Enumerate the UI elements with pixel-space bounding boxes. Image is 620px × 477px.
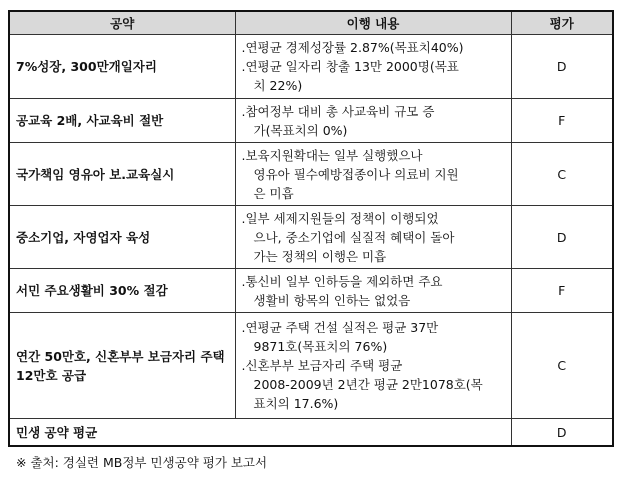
table-row [9, 269, 613, 313]
table-row [9, 313, 613, 419]
table-row [9, 143, 613, 206]
grade-cell: F [511, 269, 613, 313]
pledge-cell: 연간 50만호, 신혼부부 보금자리 주택 12만호 공급 [9, 313, 235, 419]
content-line: 표치의 17.6%) [253, 396, 339, 411]
grade-cell: D [511, 206, 613, 269]
grade-cell: C [511, 313, 613, 419]
content-line: 가(목표치의 0%) [253, 122, 348, 138]
content-line: .연평균 일자리 창출 13만 2000명(목표 [241, 59, 459, 74]
table-row [9, 99, 613, 143]
table-header-row [9, 11, 613, 35]
content-cell [235, 269, 511, 313]
header-content: 이행 내용 [235, 11, 511, 35]
summary-grade: D [511, 419, 613, 447]
grade-cell: D [511, 35, 613, 99]
content-line: 영유아 필수예방접종이나 의료비 지원 [253, 166, 459, 182]
content-cell [235, 143, 511, 206]
header-grade: 평가 [511, 11, 613, 35]
content-cell [235, 206, 511, 269]
content-cell [235, 99, 511, 143]
content-line: 은 미흡 [253, 185, 294, 201]
content-cell [235, 35, 511, 99]
pledge-cell: 서민 주요생활비 30% 절감 [9, 269, 235, 313]
summary-row [9, 419, 613, 447]
content-line: 으나, 중소기업에 실질적 혜택이 돌아 [253, 229, 455, 245]
pledge-cell: 7%성장, 300만개일자리 [9, 35, 235, 99]
evaluation-table-wrapper [8, 10, 612, 447]
content-line: .일부 세제지원들의 정책이 이행되었 [241, 210, 439, 226]
content-cell [235, 313, 511, 419]
pledge-cell: 중소기업, 자영업자 육성 [9, 206, 235, 269]
pledge-cell: 공교육 2배, 사교육비 절반 [9, 99, 235, 143]
content-line: 9871호(목표치의 76%) [253, 339, 388, 354]
content-line: .연평균 주택 건설 실적은 평균 37만 [241, 320, 439, 335]
content-line: .통신비 일부 인하등을 제외하면 주요 [241, 273, 443, 289]
content-line: .신혼부부 보금자리 주택 평균 [241, 358, 403, 373]
content-line: .연평균 경제성장률 2.87%(목표치40%) [241, 40, 464, 55]
content-line: 치 22%) [253, 78, 303, 93]
summary-label: 민생 공약 평균 [9, 419, 511, 447]
header-pledge: 공약 [9, 11, 235, 35]
source-note: ※ 출처: 경실련 MB정부 민생공약 평가 보고서 [16, 455, 268, 470]
table-row [9, 206, 613, 269]
pledge-evaluation-table [8, 10, 614, 447]
content-line: .참여정부 대비 총 사교육비 규모 증 [241, 103, 435, 119]
content-line: 생활비 항목의 인하는 없었음 [253, 292, 411, 308]
table-row [9, 35, 613, 99]
content-line: 2008-2009년 2년간 평균 2만1078호(목 [253, 377, 483, 392]
pledge-cell: 국가책임 영유아 보.교육실시 [9, 143, 235, 206]
grade-cell: C [511, 143, 613, 206]
content-line: .보육지원확대는 일부 실행했으나 [241, 147, 423, 163]
content-line: 가는 정책의 이행은 미흡 [253, 248, 387, 264]
grade-cell: F [511, 99, 613, 143]
